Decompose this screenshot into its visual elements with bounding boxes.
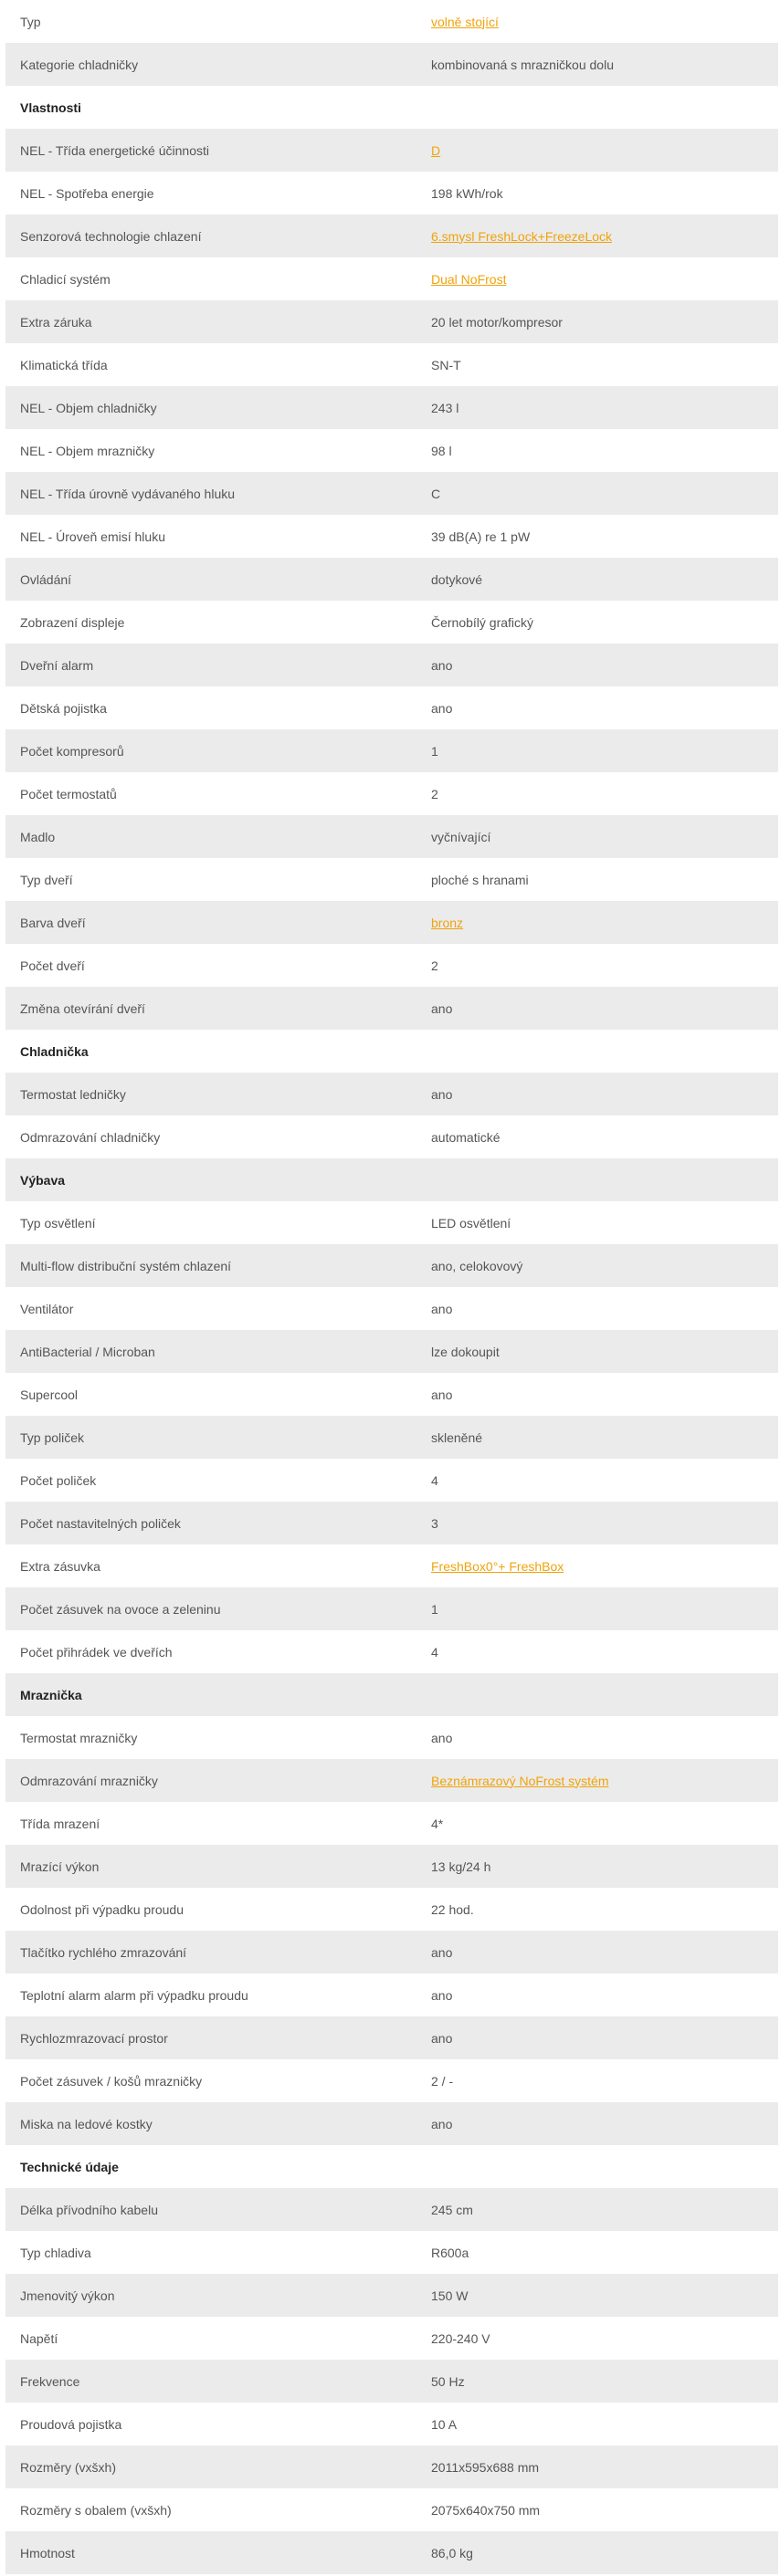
spec-value: ploché s hranami xyxy=(431,872,529,887)
spec-value: 2011x595x688 mm xyxy=(431,2459,540,2475)
spec-value: 2075x640x750 mm xyxy=(431,2502,541,2518)
spec-label: Odolnost při výpadku proudu xyxy=(20,1901,184,1917)
spec-row xyxy=(5,429,778,472)
spec-row xyxy=(5,472,778,515)
section-title: Mraznička xyxy=(20,1687,82,1702)
spec-value: R600a xyxy=(431,2245,469,2260)
spec-label: Typ dveří xyxy=(20,872,73,887)
spec-row xyxy=(5,2274,778,2317)
section-header xyxy=(5,1030,778,1073)
spec-row xyxy=(5,1888,778,1931)
spec-row xyxy=(5,1802,778,1845)
spec-row xyxy=(5,729,778,772)
spec-value: 2 xyxy=(431,786,438,801)
spec-value: 10 A xyxy=(431,2416,458,2432)
spec-label: Typ xyxy=(20,14,41,29)
spec-label: Mrazící výkon xyxy=(20,1859,100,1874)
spec-label: NEL - Objem chladničky xyxy=(20,400,157,415)
spec-label: Změna otevírání dveří xyxy=(20,1000,145,1016)
spec-label: NEL - Spotřeba energie xyxy=(20,185,154,201)
spec-label: AntiBacterial / Microban xyxy=(20,1344,155,1359)
spec-label: Extra záruka xyxy=(20,314,92,330)
spec-label: Zobrazení displeje xyxy=(20,614,125,630)
section-title: Vlastnosti xyxy=(20,99,81,115)
spec-row xyxy=(5,1545,778,1587)
spec-label: Počet zásuvek / košů mrazničky xyxy=(20,2073,203,2089)
spec-value-link[interactable]: Beznámrazový NoFrost systém xyxy=(431,1773,609,1788)
spec-label: Madlo xyxy=(20,829,56,844)
spec-label: Ovládání xyxy=(20,571,72,587)
spec-label: Rychlozmrazovací prostor xyxy=(20,2030,168,2046)
spec-row xyxy=(5,1244,778,1287)
spec-value: 4 xyxy=(431,1472,438,1488)
spec-row xyxy=(5,1931,778,1974)
spec-row xyxy=(5,343,778,386)
spec-row xyxy=(5,129,778,172)
spec-row xyxy=(5,987,778,1030)
spec-value-link[interactable]: 6.smysl FreshLock+FreezeLock xyxy=(431,228,613,244)
spec-label: Hmotnost xyxy=(20,2545,75,2560)
spec-label: Tlačítko rychlého zmrazování xyxy=(20,1944,187,1960)
spec-value-cell xyxy=(431,229,778,244)
spec-row xyxy=(5,2445,778,2488)
spec-row xyxy=(5,1373,778,1416)
spec-row xyxy=(5,2403,778,2445)
spec-value: ano xyxy=(431,1000,453,1016)
spec-value: C xyxy=(431,486,441,501)
spec-label: Délka přívodního kabelu xyxy=(20,2202,158,2217)
spec-label: Odmrazování mrazničky xyxy=(20,1773,158,1788)
spec-row xyxy=(5,2317,778,2360)
spec-value: 198 kWh/rok xyxy=(431,185,503,201)
spec-value: 243 l xyxy=(431,400,459,415)
section-title: Technické údaje xyxy=(20,2159,119,2174)
spec-label: Napětí xyxy=(20,2330,58,2346)
spec-row xyxy=(5,2016,778,2059)
spec-row xyxy=(5,1716,778,1759)
spec-row xyxy=(5,257,778,300)
spec-label: Počet nastavitelných poliček xyxy=(20,1515,181,1531)
spec-row xyxy=(5,815,778,858)
spec-value: 86,0 kg xyxy=(431,2545,473,2560)
spec-value-cell xyxy=(431,143,778,158)
spec-row xyxy=(5,215,778,257)
spec-label: Teplotní alarm alarm při výpadku proudu xyxy=(20,1987,248,2003)
spec-row xyxy=(5,901,778,944)
spec-row xyxy=(5,644,778,686)
spec-value: 1 xyxy=(431,743,438,759)
spec-row xyxy=(5,2102,778,2145)
spec-row xyxy=(5,1587,778,1630)
spec-value: vyčnívající xyxy=(431,829,491,844)
spec-label: Rozměry (vxšxh) xyxy=(20,2459,117,2475)
spec-value: ano xyxy=(431,657,453,673)
spec-label: Počet zásuvek na ovoce a zeleninu xyxy=(20,1601,221,1617)
spec-value: 2 / - xyxy=(431,2073,454,2089)
spec-row xyxy=(5,1330,778,1373)
spec-label: Multi-flow distribuční systém chlazení xyxy=(20,1258,232,1273)
spec-value: ano xyxy=(431,700,453,716)
spec-row xyxy=(5,1073,778,1115)
spec-value-cell xyxy=(431,272,778,287)
spec-row xyxy=(5,1974,778,2016)
spec-row xyxy=(5,1459,778,1502)
spec-value: ano xyxy=(431,1301,453,1316)
spec-value: lze dokoupit xyxy=(431,1344,500,1359)
spec-label: Typ osvětlení xyxy=(20,1215,96,1230)
spec-row xyxy=(5,43,778,86)
spec-label: Jmenovitý výkon xyxy=(20,2288,115,2303)
spec-label: Rozměry s obalem (vxšxh) xyxy=(20,2502,172,2518)
spec-row xyxy=(5,686,778,729)
spec-row xyxy=(5,1115,778,1158)
spec-value: dotykové xyxy=(431,571,483,587)
spec-label: Frekvence xyxy=(20,2373,80,2389)
spec-row xyxy=(5,944,778,987)
section-title: Výbava xyxy=(20,1172,66,1188)
spec-label: Odmrazování chladničky xyxy=(20,1129,161,1145)
spec-label: Dveřní alarm xyxy=(20,657,94,673)
spec-row xyxy=(5,2488,778,2531)
spec-value: automatické xyxy=(431,1129,501,1145)
spec-value: ano xyxy=(431,2030,453,2046)
spec-value: 4* xyxy=(431,1816,444,1831)
spec-value: ano, celokovový xyxy=(431,1258,523,1273)
spec-label: NEL - Třída úrovně vydávaného hluku xyxy=(20,486,236,501)
spec-label: NEL - Třída energetické účinnosti xyxy=(20,142,209,158)
spec-row xyxy=(5,1759,778,1802)
spec-row xyxy=(5,601,778,644)
spec-row xyxy=(5,300,778,343)
spec-row xyxy=(5,558,778,601)
spec-label: Chladicí systém xyxy=(20,271,111,287)
spec-value-cell xyxy=(431,1774,778,1788)
spec-value: ano xyxy=(431,1086,453,1102)
spec-value: 3 xyxy=(431,1515,438,1531)
spec-row xyxy=(5,1416,778,1459)
spec-value: 4 xyxy=(431,1644,438,1660)
spec-label: Typ chladiva xyxy=(20,2245,91,2260)
spec-label: NEL - Úroveň emisí hluku xyxy=(20,529,165,544)
spec-label: Barva dveří xyxy=(20,915,86,930)
spec-label: Počet dveří xyxy=(20,958,85,973)
spec-label: Kategorie chladničky xyxy=(20,57,139,72)
spec-value: Černobílý grafický xyxy=(431,614,534,630)
spec-row xyxy=(5,2188,778,2231)
spec-value: 98 l xyxy=(431,443,452,458)
spec-value: 20 let motor/kompresor xyxy=(431,314,563,330)
spec-value-link[interactable]: volně stojící xyxy=(431,14,499,29)
spec-value: ano xyxy=(431,1730,453,1745)
spec-value: 22 hod. xyxy=(431,1901,474,1917)
spec-value: 50 Hz xyxy=(431,2373,465,2389)
spec-row xyxy=(5,1630,778,1673)
spec-row xyxy=(5,172,778,215)
spec-row xyxy=(5,772,778,815)
spec-value-cell xyxy=(431,1559,778,1574)
spec-label: Typ poliček xyxy=(20,1429,85,1445)
spec-label: Počet poliček xyxy=(20,1472,97,1488)
spec-row xyxy=(5,1201,778,1244)
spec-row xyxy=(5,2231,778,2274)
spec-label: Počet termostatů xyxy=(20,786,117,801)
spec-row xyxy=(5,2360,778,2403)
spec-label: Ventilátor xyxy=(20,1301,74,1316)
spec-value: 220-240 V xyxy=(431,2330,490,2346)
spec-value: kombinovaná s mrazničkou dolu xyxy=(431,57,614,72)
spec-label: Senzorová technologie chlazení xyxy=(20,228,202,244)
spec-value: LED osvětlení xyxy=(431,1215,511,1230)
spec-label: NEL - Objem mrazničky xyxy=(20,443,155,458)
spec-row xyxy=(5,2059,778,2102)
spec-value: 245 cm xyxy=(431,2202,473,2217)
spec-label: Dětská pojistka xyxy=(20,700,107,716)
section-header xyxy=(5,1673,778,1716)
spec-value: SN-T xyxy=(431,357,461,372)
spec-value: ano xyxy=(431,1387,453,1402)
spec-row xyxy=(5,386,778,429)
spec-value-cell xyxy=(431,916,778,930)
spec-value: ano xyxy=(431,1987,453,2003)
spec-value-link[interactable]: FreshBox0°+ FreshBox xyxy=(431,1558,564,1574)
spec-value: ano xyxy=(431,2116,453,2131)
spec-value-link[interactable]: D xyxy=(431,142,441,158)
spec-row xyxy=(5,2531,778,2574)
spec-label: Klimatická třída xyxy=(20,357,108,372)
spec-label: Termostat ledničky xyxy=(20,1086,126,1102)
spec-value-link[interactable]: bronz xyxy=(431,915,464,930)
spec-value: 13 kg/24 h xyxy=(431,1859,491,1874)
spec-label: Supercool xyxy=(20,1387,79,1402)
spec-label: Termostat mrazničky xyxy=(20,1730,138,1745)
spec-value: 1 xyxy=(431,1601,438,1617)
section-header xyxy=(5,1158,778,1201)
spec-value: skleněné xyxy=(431,1429,483,1445)
section-title: Chladnička xyxy=(20,1043,89,1059)
spec-label: Miska na ledové kostky xyxy=(20,2116,153,2131)
spec-row xyxy=(5,1287,778,1330)
spec-table xyxy=(5,0,778,2574)
spec-row xyxy=(5,515,778,558)
spec-label: Počet přihrádek ve dveřích xyxy=(20,1644,173,1660)
spec-row xyxy=(5,0,778,43)
spec-label: Proudová pojistka xyxy=(20,2416,122,2432)
spec-value-link[interactable]: Dual NoFrost xyxy=(431,271,507,287)
spec-value: 39 dB(A) re 1 pW xyxy=(431,529,531,544)
section-header xyxy=(5,2145,778,2188)
spec-label: Počet kompresorů xyxy=(20,743,124,759)
spec-row xyxy=(5,1502,778,1545)
spec-value: ano xyxy=(431,1944,453,1960)
spec-label: Třída mrazení xyxy=(20,1816,100,1831)
spec-row xyxy=(5,1845,778,1888)
section-header xyxy=(5,86,778,129)
spec-label: Extra zásuvka xyxy=(20,1558,100,1574)
spec-value-cell xyxy=(431,15,778,29)
spec-row xyxy=(5,858,778,901)
spec-value: 150 W xyxy=(431,2288,469,2303)
spec-value: 2 xyxy=(431,958,438,973)
